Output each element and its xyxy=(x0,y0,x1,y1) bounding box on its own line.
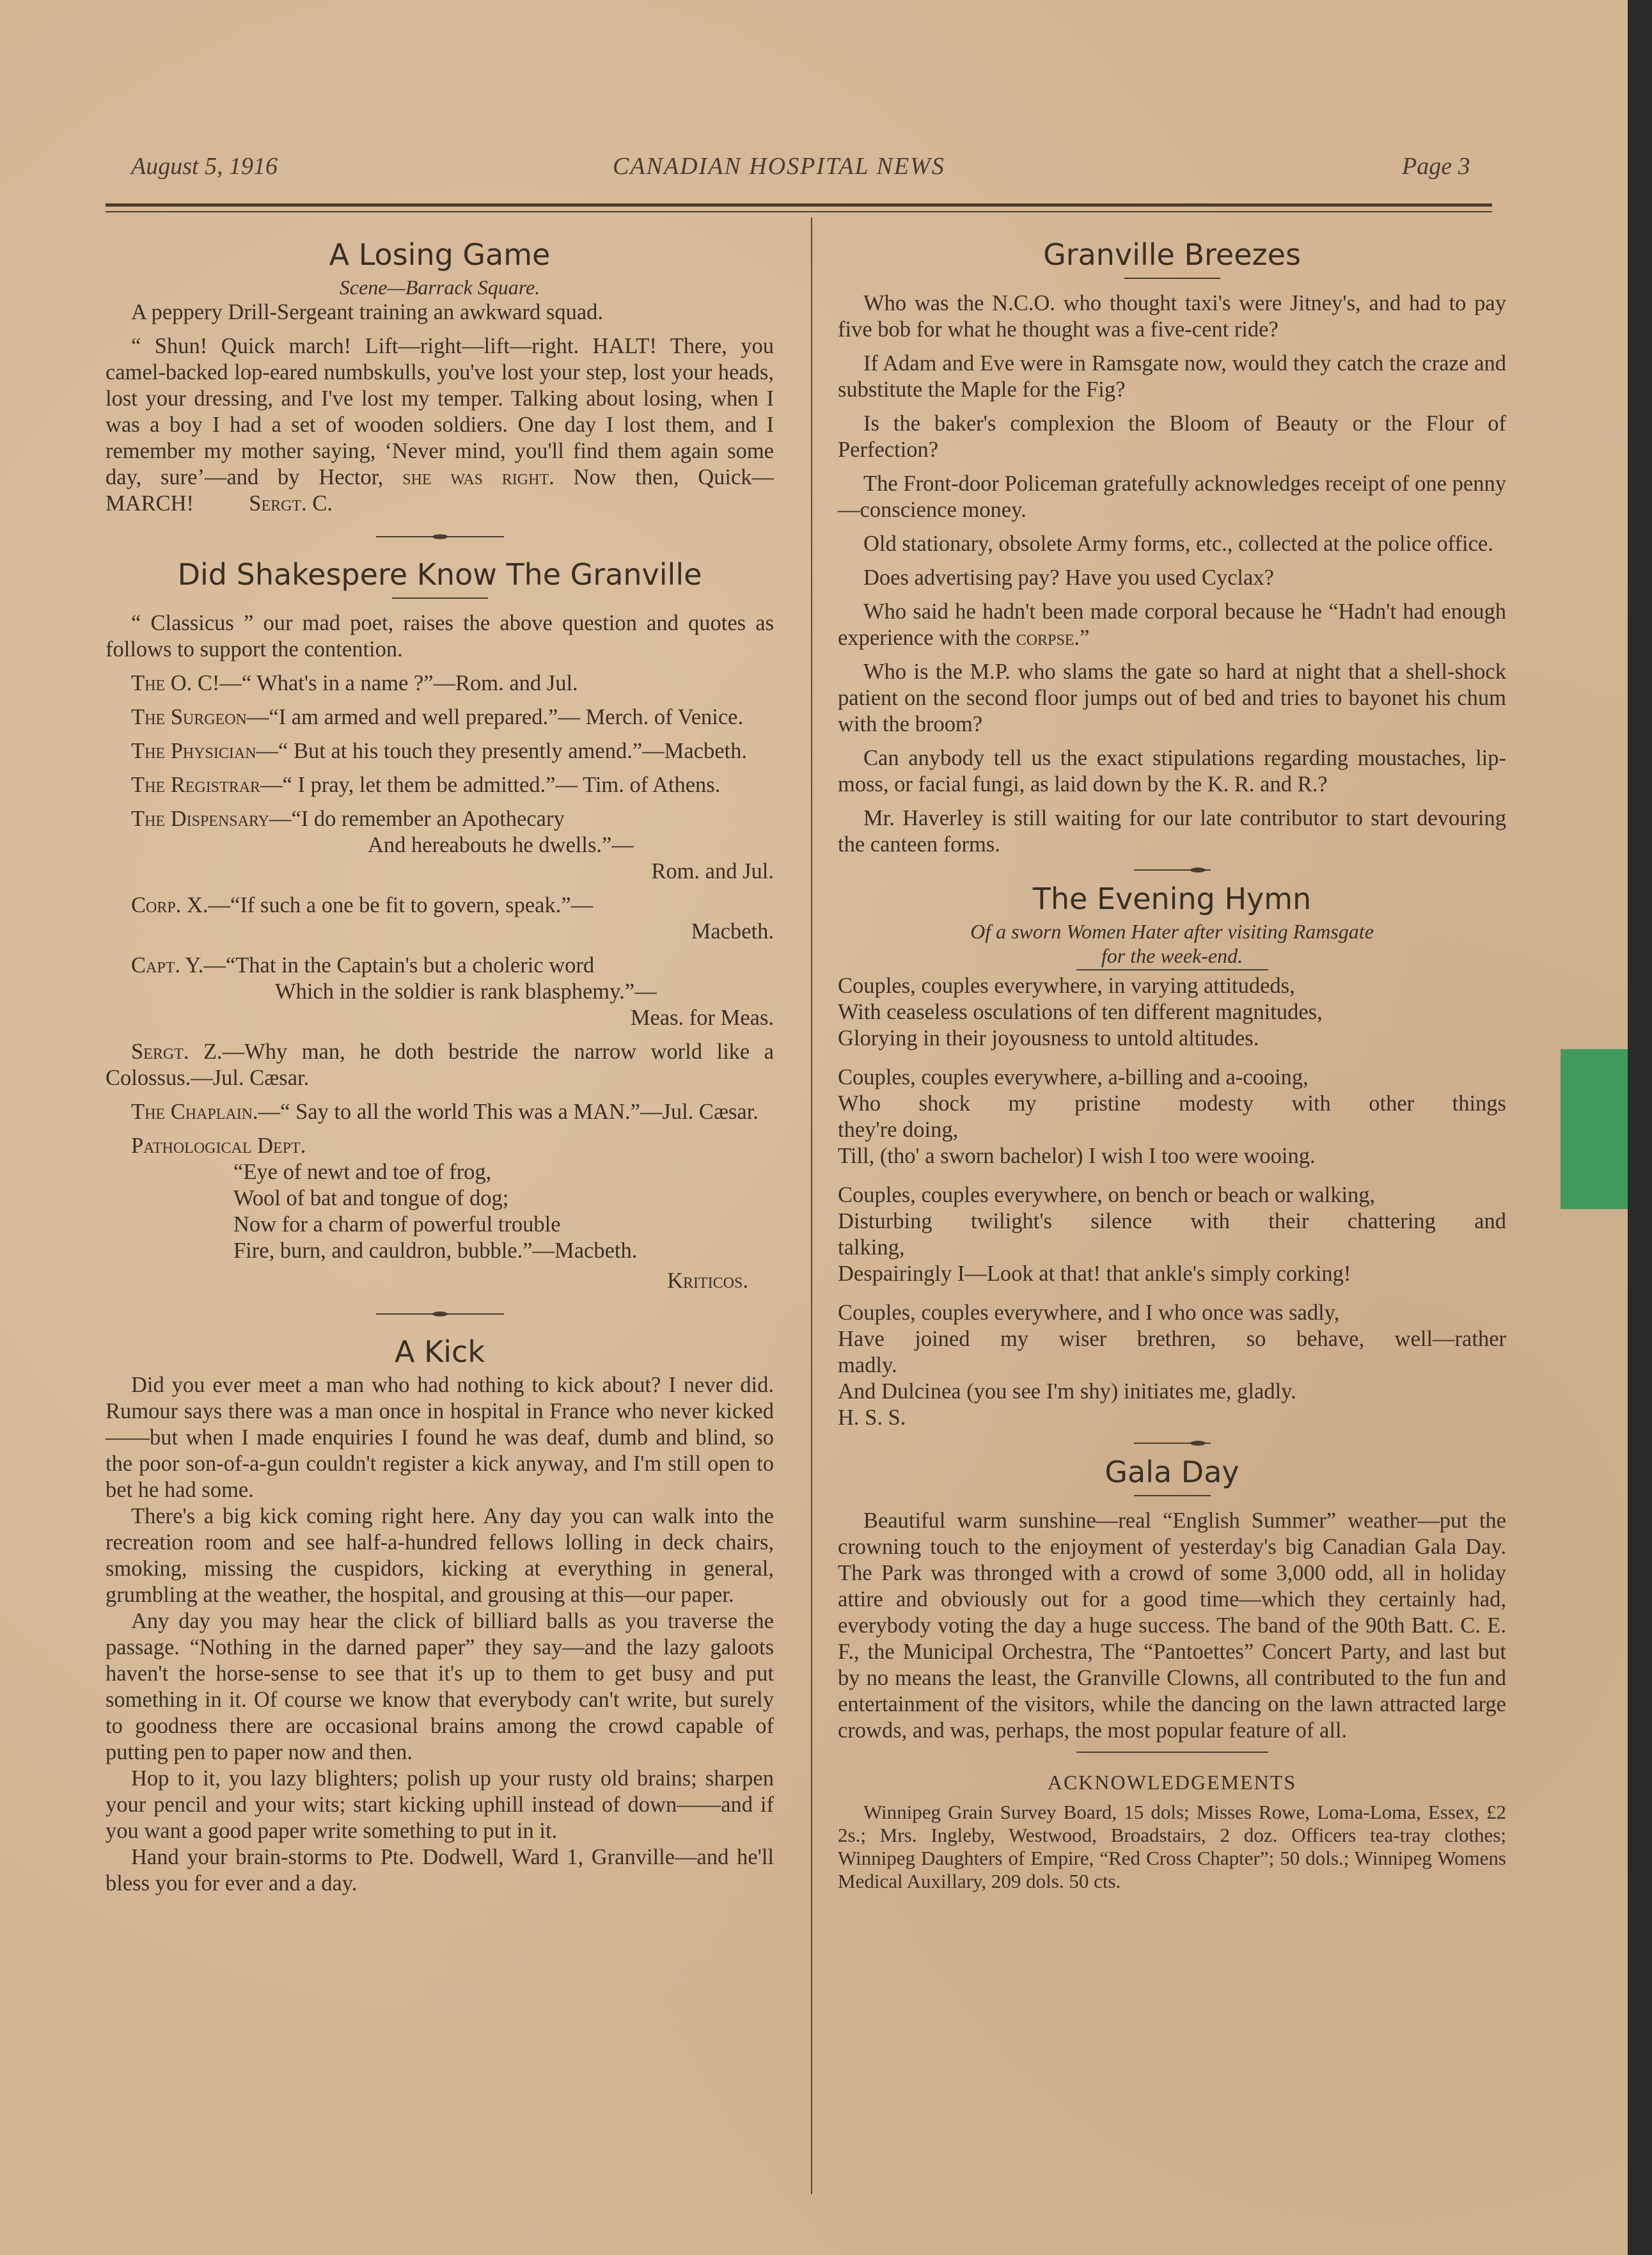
breeze-item: Who was the N.C.O. who thought taxi's were Jitney's, and had to pay five bob for what he thought was a five-cent ride? xyxy=(838,291,1506,342)
quote-source: Meas. for Meas. xyxy=(630,1006,774,1030)
quote-source: Rom. and Jul. xyxy=(651,859,774,883)
section-ornament xyxy=(1134,866,1211,874)
poem-line: Couples, couples everywhere, in varying attitudeds, xyxy=(838,974,1295,998)
acknowledgements-title: ACKNOWLEDGEMENTS xyxy=(1047,1771,1297,1794)
article-subtitle: for the week-end. xyxy=(1101,944,1243,967)
quote-entry: The O. C!—“ What's in a name ?”—Rom. and Jul. xyxy=(131,671,578,695)
article-subtitle: Scene—Barrack Square. xyxy=(339,276,540,299)
quote-line: Which in the soldier is rank blasphemy.”— xyxy=(275,979,657,1004)
article-title-kick: A Kick xyxy=(395,1334,485,1369)
poem-line: Disturbing twilight's silence with their chattering and xyxy=(838,1209,1506,1233)
article-paragraph: “ Shun! Quick march! Lift—right—lift—right. HALT! There, you camel-backed lop-eared numbskulls, you've lost your step, lost your heads, lost your dressing, and I've lost my temper. Talking about losing, when I was a boy I had a set of wooden soldiers. One day I lost them, and I remember my mother saying, ‘Never mind, you'll find them again some day, sure’—and by Hector, she was right. Now then, Quick—MARCH! Sergt. C. xyxy=(106,334,775,516)
article-paragraph: Did you ever meet a man who had nothing to kick about? I never did. Rumour says there was a man once in hospital in France who never kicked——but when I made enquiries I found he was deaf, dumb and blind, so the poor son-of-a-gun couldn't register a kick anyway, and I'm still open to bet he had some. xyxy=(106,1373,774,1502)
byline: H. S. S. xyxy=(838,1405,906,1430)
poem-line: Couples, couples everywhere, on bench or beach or walking, xyxy=(838,1183,1376,1207)
poem-line: Who shock my pristine modesty with other things xyxy=(838,1091,1506,1116)
article-paragraph: Beautiful warm sunshine—real “English Summer” weather—put the crowning touch to the enjoyment of yesterday's big Canadian Gala Day. The Park was thronged with a crowd of some 3,000 odd, all in holiday attire and obviously out for a good time—which they certainly had, everybody voting the day a huge success. The band of the 90th Batt. C. E. F., the Municipal Orchestra, The “Pantoettes” Concert Party, and last but by no means the least, the Granville Clowns, all contributed to the fun and entertainment of the visitors, while the dancing on the lawn attracted large crowds, and was, perhaps, the most popular feature of all. xyxy=(838,1508,1506,1743)
section-rule xyxy=(1076,1752,1268,1753)
acknowledgements-body: Winnipeg Grain Survey Board, 15 dols; Misses Rowe, Loma-Loma, Essex, £2 2s.; Mrs. Ingleby, Westwood, Broadstairs, 2 doz. Officers tea-tray clothes; Winnipeg Daughters of Empire, “Red Cross Chapter”; 50 dols.; Winnipeg Womens Medical Auxillary, 209 dols. 50 cts. xyxy=(838,1801,1506,1892)
header-paper-name: CANADIAN HOSPITAL NEWS xyxy=(613,153,945,180)
poem-line: Till, (tho' a sworn bachelor) I wish I too were wooing. xyxy=(838,1144,1316,1168)
section-ornament xyxy=(376,532,504,541)
header-rule xyxy=(106,203,1492,207)
poem-line: With ceaseless osculations of ten different magnitudes, xyxy=(838,1000,1323,1024)
article-paragraph: Any day you may hear the click of billiard balls as you traverse the passage. “Nothing in the darned paper” they say—and the lazy galoots haven't the horse-sense to see that it's up to them to get busy and put something in it. Of course we know that everybody can't write, but surely to goodness there are occasional brains among the crowd capable of putting pen to paper now and then. xyxy=(106,1609,774,1764)
breeze-item: The Front-door Policeman gratefully acknowledges receipt of one penny—conscience money. xyxy=(838,471,1506,522)
article-paragraph: There's a big kick coming right here. Any day you can walk into the recreation room and see half-a-hundred fellows lolling in deck chairs, smoking, missing the cuspidors, kicking at everything in general, grumbling at the weather, the hospital, and grousing at this—our paper. xyxy=(106,1504,774,1607)
breeze-item: Can anybody tell us the exact stipulations regarding moustaches, lip-moss, or facial fungi, as laid down by the K. R. and R.? xyxy=(838,746,1506,796)
article-paragraph: A peppery Drill-Sergeant training an awkward squad. xyxy=(131,300,604,324)
quote-entry: The Chaplain.—“ Say to all the world This was a MAN.”—Jul. Cæsar. xyxy=(131,1100,759,1124)
title-underline xyxy=(1076,969,1268,970)
title-underline xyxy=(1124,278,1220,279)
poem-line: Couples, couples everywhere, and I who once was sadly, xyxy=(838,1301,1340,1325)
poem-line: And Dulcinea (you see I'm shy) initiates me, gladly. xyxy=(838,1379,1296,1404)
poem xyxy=(838,973,1506,1431)
article-paragraph: Hand your brain-storms to Pte. Dodwell, Ward 1, Granville—and he'll bless you for ever and a day. xyxy=(106,1845,774,1895)
article-title-hymn: The Evening Hymn xyxy=(1032,882,1312,916)
green-paper-edge xyxy=(1561,1049,1628,1209)
article-subtitle: Of a sworn Women Hater after visiting Ramsgate xyxy=(970,920,1374,943)
header-rule-thin xyxy=(106,211,1492,212)
article-title-losing-game: A Losing Game xyxy=(329,237,551,272)
quote-entry: Pathological Dept. xyxy=(131,1134,306,1158)
article-title-shakespere: Did Shakespere Know The Granville xyxy=(177,557,702,592)
quote-entry: Corp. X.—“If such a one be fit to govern, speak.”— xyxy=(131,893,594,917)
poem-line: Despairingly I—Look at that! that ankle's simply corking! xyxy=(838,1262,1351,1286)
poem-line: Glorying in their joyousness to untold altitudes. xyxy=(838,1026,1259,1050)
breeze-item: Is the baker's complexion the Bloom of Beauty or the Flour of Perfection? xyxy=(838,411,1506,462)
article-title-gala: Gala Day xyxy=(1105,1455,1239,1489)
breeze-item: Does advertising pay? Have you used Cyclax? xyxy=(863,566,1274,590)
quote-line: Wool of bat and tongue of dog; xyxy=(233,1186,509,1210)
poem-line: madly. xyxy=(838,1353,897,1377)
quote-entry: Sergt. Z.—Why man, he doth bestride the narrow world like a Colossus.—Jul. Cæsar. xyxy=(106,1040,774,1090)
breeze-item: Who is the M.P. who slams the gate so hard at night that a shell-shock patient on the second floor jumps out of bed and tries to bayonet his chum with the broom? xyxy=(838,660,1506,736)
left-column xyxy=(106,230,774,1897)
quote-line: And hereabouts he dwells.”— xyxy=(368,833,634,857)
column-divider xyxy=(811,218,812,2194)
right-column xyxy=(838,230,1506,1893)
quote-line: Fire, burn, and cauldron, bubble.”—Macbeth. xyxy=(233,1238,638,1263)
poem-line: Couples, couples everywhere, a-billing and a-cooing, xyxy=(838,1065,1309,1089)
byline: Kriticos. xyxy=(667,1269,748,1293)
title-underline xyxy=(1134,1495,1211,1496)
poem-line: Have joined my wiser brethren, so behave, well—rather xyxy=(838,1327,1506,1351)
quote-source: Macbeth. xyxy=(691,919,774,944)
quote-line: Now for a charm of powerful trouble xyxy=(233,1212,561,1237)
poem-line: talking, xyxy=(838,1235,905,1260)
breeze-item: Old stationary, obsolete Army forms, etc., collected at the police office. xyxy=(863,532,1493,556)
section-ornament xyxy=(376,1309,504,1318)
header-page-number: Page 3 xyxy=(1402,153,1470,180)
quote-entry: The Registrar—“ I pray, let them be admitted.”— Tim. of Athens. xyxy=(131,773,721,797)
section-ornament xyxy=(1134,1439,1211,1448)
quote-entry: The Dispensary—“I do remember an Apothecary xyxy=(131,807,565,831)
article-paragraph: Hop to it, you lazy blighters; polish up your rusty old brains; sharpen your pencil and your wits; start kicking uphill instead of down——and if you want a good paper write something to put in it. xyxy=(106,1766,774,1843)
breeze-item: Mr. Haverley is still waiting for our late contributor to start devouring the canteen forms. xyxy=(838,806,1506,857)
header-date: August 5, 1916 xyxy=(131,153,278,180)
quote-entry: The Surgeon—“I am armed and well prepared.”— Merch. of Venice. xyxy=(131,705,744,729)
article-title-breezes: Granville Breezes xyxy=(1043,237,1301,272)
byline: Sergt. C. xyxy=(249,491,333,516)
quote-entry: The Physician—“ But at his touch they presently amend.”—Macbeth. xyxy=(131,739,747,763)
title-underline xyxy=(392,597,488,599)
quote-line: “Eye of newt and toe of frog, xyxy=(233,1160,492,1184)
breeze-item: Who said he hadn't been made corporal because he “Hadn't had enough experience with the corpse.” xyxy=(838,599,1506,650)
article-paragraph: “ Classicus ” our mad poet, raises the above question and quotes as follows to support the contention. xyxy=(106,611,774,661)
quote-entry: Capt. Y.—“That in the Captain's but a choleric word xyxy=(131,953,595,977)
poem-line: they're doing, xyxy=(838,1118,959,1142)
breeze-item: If Adam and Eve were in Ramsgate now, would they catch the craze and substitute the Maple for the Fig? xyxy=(838,351,1506,402)
